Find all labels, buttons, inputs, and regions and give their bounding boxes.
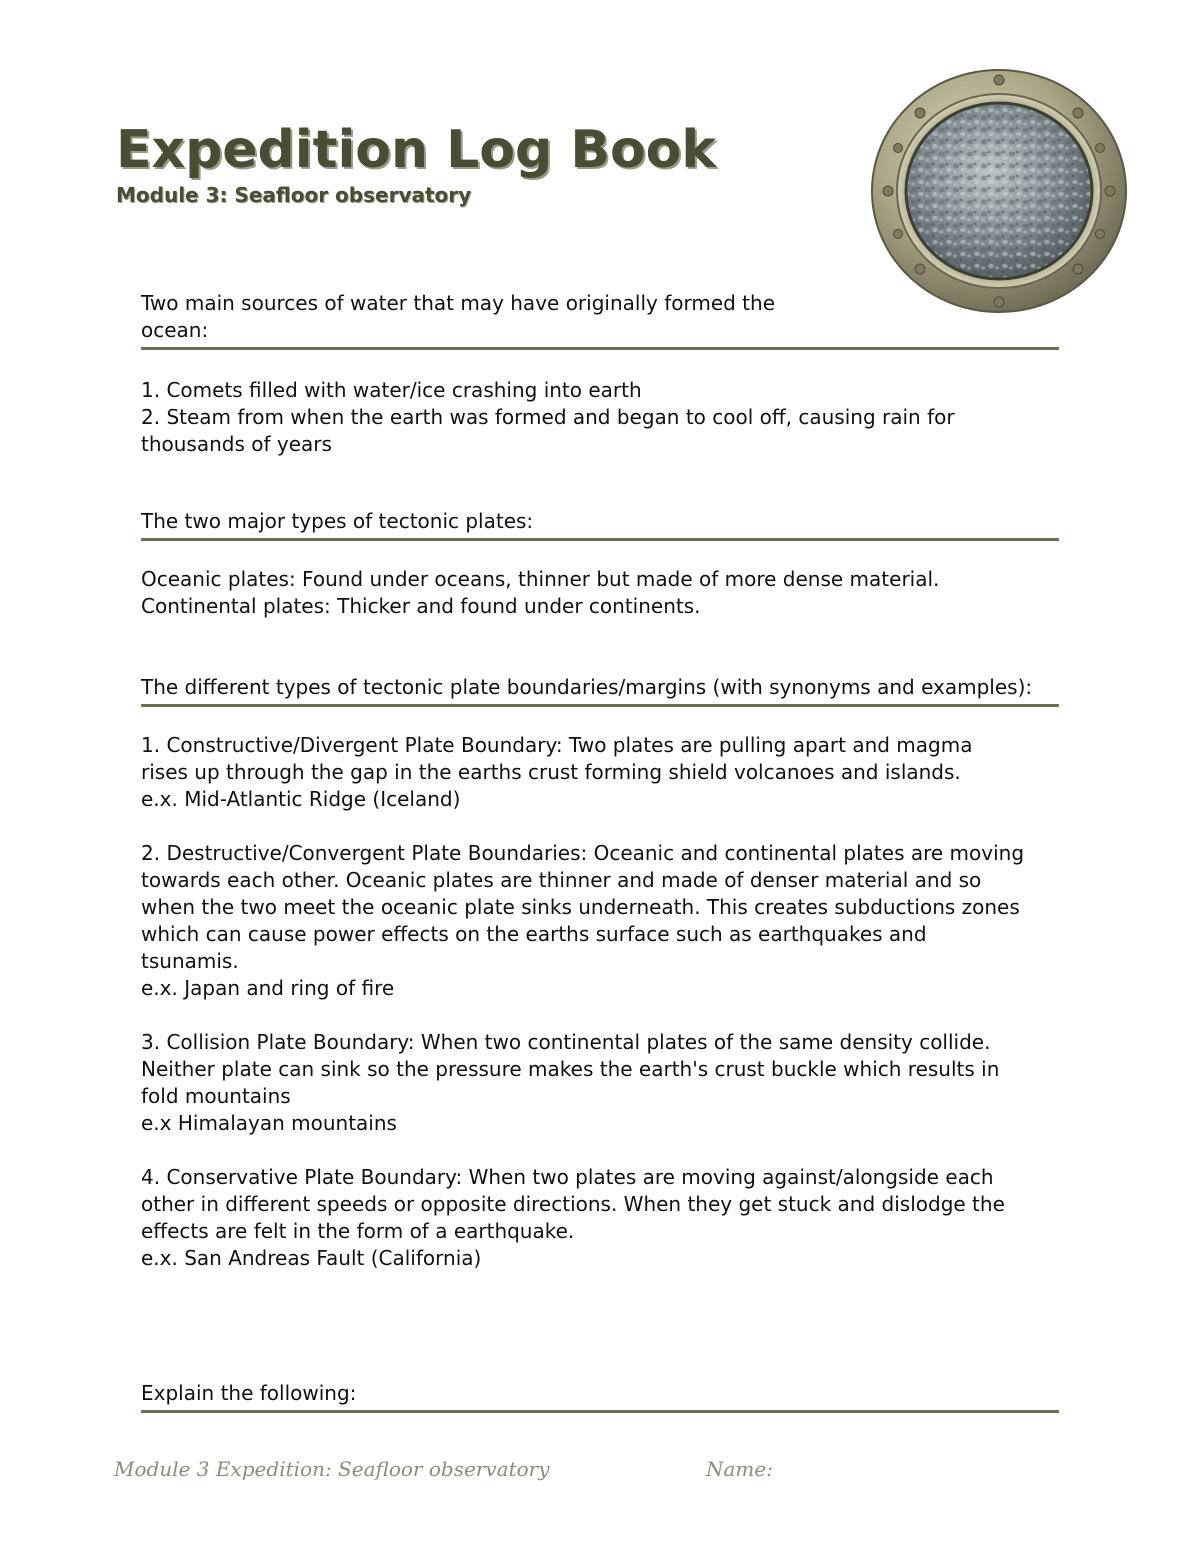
answer-line: e.x. Mid-Atlantic Ridge (Iceland)	[141, 787, 461, 811]
answer-text	[141, 377, 1059, 458]
spacer	[141, 813, 1059, 840]
answer-line: thousands of years	[141, 432, 332, 456]
section-plate-types	[141, 508, 1059, 620]
boundary-constructive	[141, 732, 1059, 813]
answer-line: 4. Conservative Plate Boundary: When two plates are moving against/alongside each	[141, 1165, 994, 1189]
answer-line: e.x. San Andreas Fault (California)	[141, 1246, 482, 1270]
answer-line: Neither plate can sink so the pressure makes the earth's crust buckle which results in	[141, 1057, 1000, 1081]
footer-name-label: Name:	[706, 1457, 773, 1481]
section-water-sources	[141, 290, 1059, 458]
footer-module-title: Module 3 Expedition: Seafloor observatory	[114, 1457, 550, 1481]
question-heading: The two major types of tectonic plates:	[141, 508, 1059, 541]
spacer	[141, 1137, 1059, 1164]
answer-line: 1. Comets filled with water/ice crashing into earth	[141, 378, 642, 402]
answer-line: tsunamis.	[141, 949, 239, 973]
answer-line: towards each other. Oceanic plates are thinner and made of denser material and so	[141, 868, 982, 892]
heading-line: Two main sources of water that may have originally formed the	[141, 291, 776, 315]
answer-line: other in different speeds or opposite directions. When they get stuck and dislodge the	[141, 1192, 1005, 1216]
answer-line: 1. Constructive/Divergent Plate Boundary: Two plates are pulling apart and magma	[141, 733, 973, 757]
answer-line: which can cause power effects on the earths surface such as earthquakes and	[141, 922, 927, 946]
question-heading: The different types of tectonic plate boundaries/margins (with synonyms and examples):	[141, 674, 1059, 707]
answer-line: 3. Collision Plate Boundary: When two continental plates of the same density collide.	[141, 1030, 991, 1054]
answer-line: rises up through the gap in the earths crust forming shield volcanoes and islands.	[141, 760, 961, 784]
answer-line: 2. Steam from when the earth was formed and began to cool off, causing rain for	[141, 405, 955, 429]
answer-line: Oceanic plates: Found under oceans, thinner but made of more dense material.	[141, 567, 940, 591]
heading-line: ocean:	[141, 318, 209, 342]
answer-line: effects are felt in the form of a earthquake.	[141, 1219, 575, 1243]
spacer	[141, 1002, 1059, 1029]
section-explain	[141, 1380, 1059, 1413]
answer-text	[141, 732, 1059, 1272]
answer-text	[141, 566, 1059, 620]
porthole-image	[868, 66, 1130, 316]
question-heading	[141, 290, 1059, 350]
answer-line: fold mountains	[141, 1084, 291, 1108]
boundary-collision	[141, 1029, 1059, 1137]
boundary-conservative	[141, 1164, 1059, 1272]
page-subtitle: Module 3: Seafloor observatory	[116, 183, 472, 207]
answer-line: when the two meet the oceanic plate sinks underneath. This creates subductions zones	[141, 895, 1020, 919]
boundary-destructive	[141, 840, 1059, 1002]
answer-line: Continental plates: Thicker and found under continents.	[141, 594, 701, 618]
section-plate-boundaries	[141, 674, 1059, 1272]
answer-line: e.x. Japan and ring of fire	[141, 976, 395, 1000]
answer-line: e.x Himalayan mountains	[141, 1111, 397, 1135]
page-title: Expedition Log Book	[116, 120, 716, 180]
answer-line: 2. Destructive/Convergent Plate Boundaries: Oceanic and continental plates are moving	[141, 841, 1025, 865]
question-heading: Explain the following:	[141, 1380, 1059, 1413]
